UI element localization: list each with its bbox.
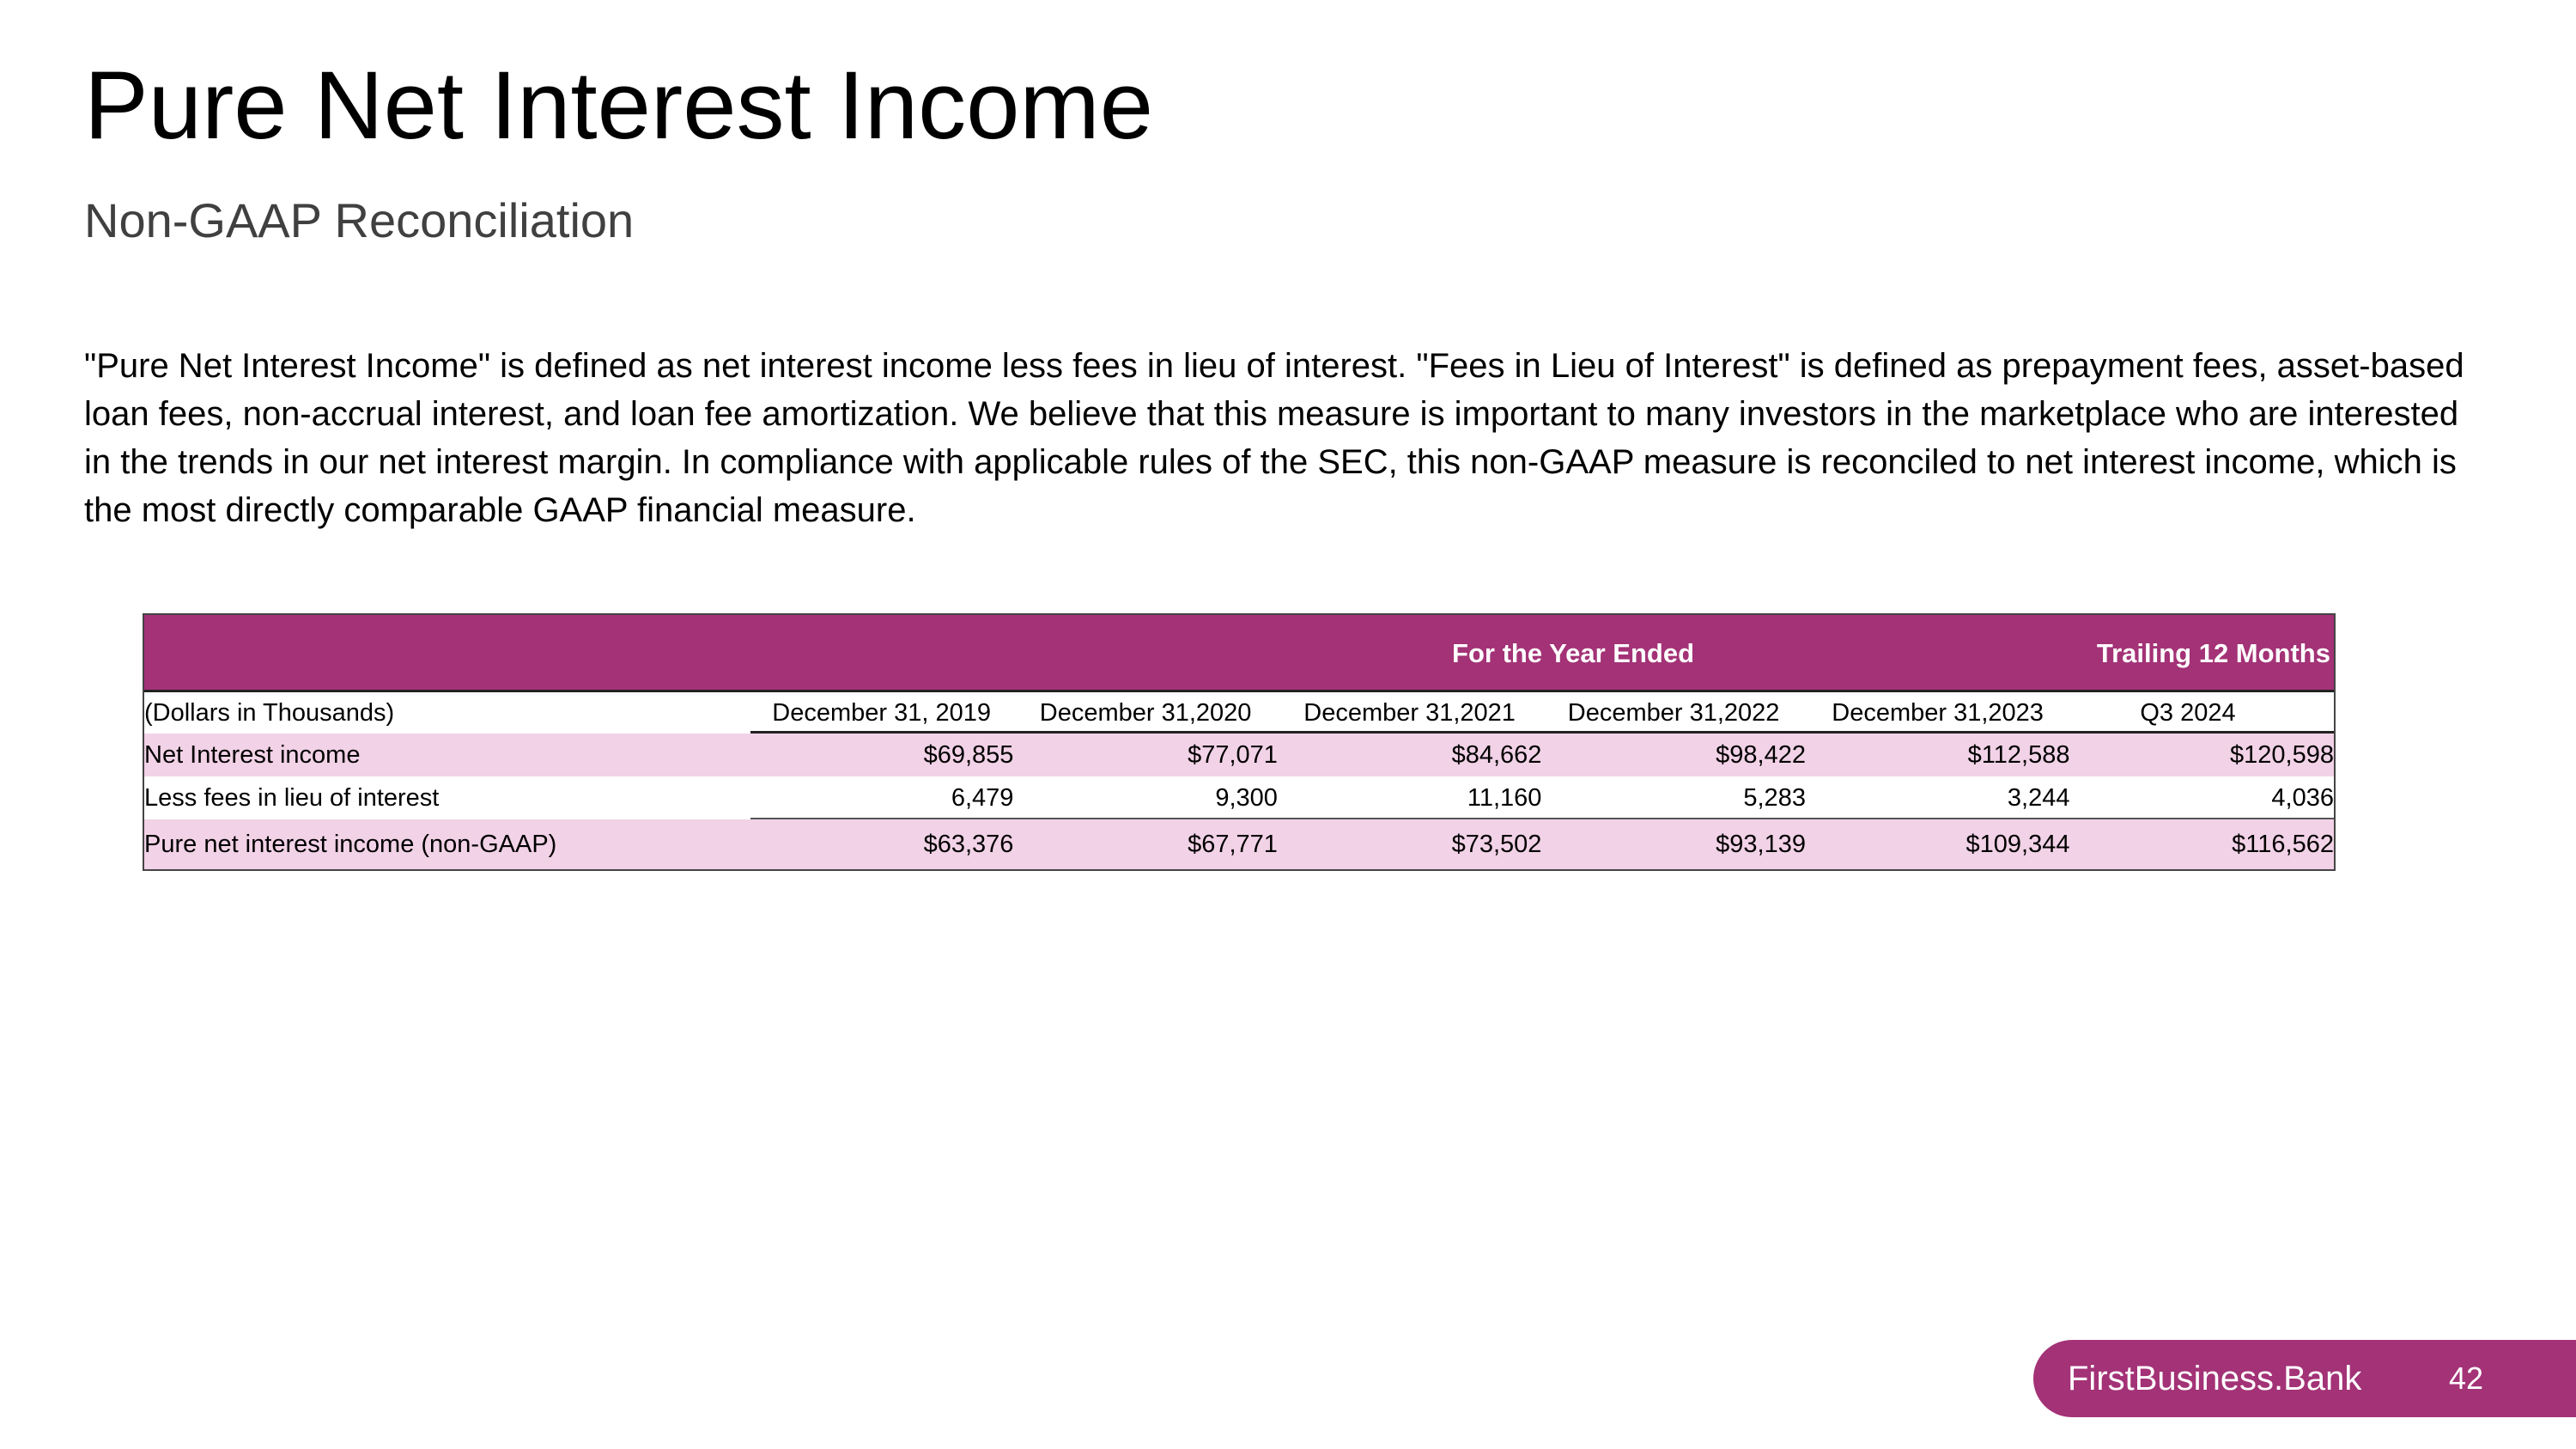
table-cell: $109,344 <box>1965 831 2070 858</box>
column-header-2023: December 31,2023 <box>1832 699 2044 727</box>
table-cell: $69,855 <box>923 741 1014 769</box>
table-cell: $63,376 <box>923 831 1014 858</box>
table-cell: $120,598 <box>2230 741 2334 769</box>
table-cell: 9,300 <box>1215 784 1278 812</box>
column-header-2019: December 31, 2019 <box>772 699 991 727</box>
table-cell: 11,160 <box>1467 784 1542 812</box>
table-cell: $77,071 <box>1188 741 1278 769</box>
table-cell: $67,771 <box>1188 831 1278 858</box>
column-header-2022: December 31,2022 <box>1567 699 1780 727</box>
column-header-label: (Dollars in Thousands) <box>144 699 395 727</box>
table-cell: $116,562 <box>2232 831 2334 858</box>
table-column-header-row <box>144 692 2334 734</box>
table-cell: $84,662 <box>1451 741 1542 769</box>
table-cell: $93,139 <box>1716 831 1806 858</box>
column-header-2020: December 31,2020 <box>1039 699 1252 727</box>
page-subtitle: Non-GAAP Reconciliation <box>84 193 635 247</box>
page-title: Pure Net Interest Income <box>84 52 1154 159</box>
table-row <box>144 819 2334 869</box>
table-cell: 3,244 <box>2007 784 2070 812</box>
table-row <box>144 776 2334 819</box>
column-header-2021: December 31,2021 <box>1303 699 1516 727</box>
row-label: Net Interest income <box>144 741 361 769</box>
table-row <box>144 734 2334 776</box>
table-cell: $73,502 <box>1451 831 1542 858</box>
table-group-header-row <box>144 615 2334 692</box>
page-number: 42 <box>2449 1361 2484 1396</box>
brand-logo-text: FirstBusiness.Bank <box>2068 1360 2362 1397</box>
row-label: Pure net interest income (non-GAAP) <box>144 831 557 858</box>
table-cell: 5,283 <box>1743 784 1806 812</box>
row-label: Less fees in lieu of interest <box>144 784 440 812</box>
group-header-year-ended: For the Year Ended <box>1452 638 1694 668</box>
description-paragraph: "Pure Net Interest Income" is defined as net interest income less fees in lieu of interest. "Fees in Lieu of Interest" is defined as prepayment fees, asset-based loan fees, non-accrual interest, and loan fee amortization. We believe that this measure is important to many investors in the marketplace who are interested in the trends in our net interest margin. In compliance with applicable rules of the SEC, this non-GAAP measure is reconciled to net interest income, which is the most directly comparable GAAP financial measure. <box>84 347 2464 529</box>
reconciliation-table <box>143 613 2336 871</box>
footer-brand-badge <box>2033 1340 2576 1417</box>
table-cell: 4,036 <box>2271 784 2334 812</box>
table-cell: $98,422 <box>1716 741 1806 769</box>
table-cell: 6,479 <box>951 784 1014 812</box>
column-header-q3-2024: Q3 2024 <box>2140 699 2236 727</box>
table-cell: $112,588 <box>1967 741 2070 769</box>
group-header-trailing-12-months: Trailing 12 Months <box>2096 638 2330 668</box>
